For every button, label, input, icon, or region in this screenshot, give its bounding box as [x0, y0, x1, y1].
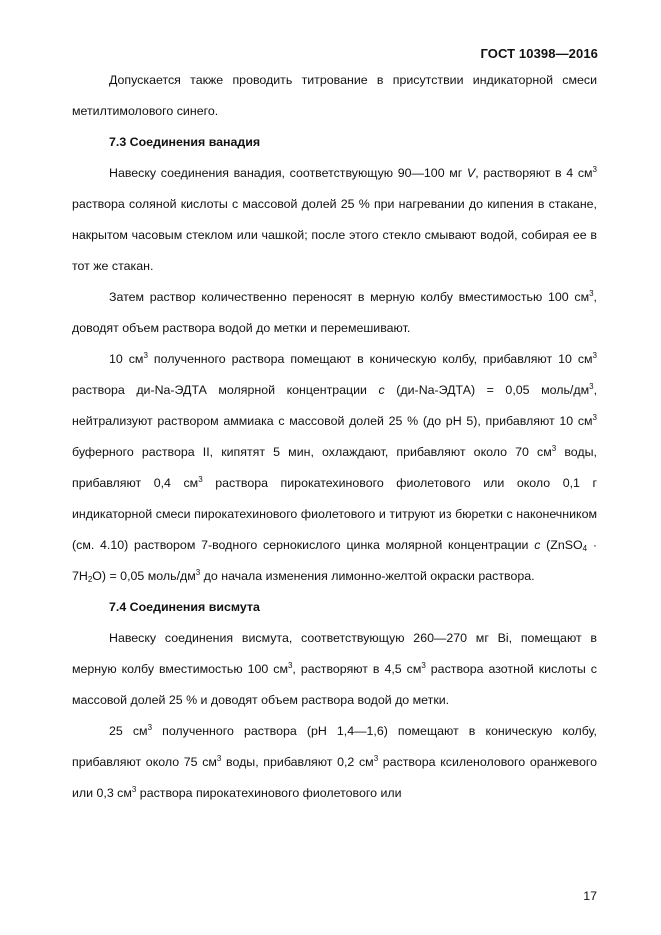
section-heading-7-4: 7.4 Соединения висмута — [109, 600, 260, 614]
document-body — [72, 65, 597, 809]
section-heading-7-3: 7.3 Соединения ванадия — [109, 135, 261, 149]
paragraph: Допускается также проводить титрование в присутствии индикаторной смеси метилтимолового синего. — [72, 73, 597, 118]
paragraph: Затем раствор количественно переносят в мерную колбу вместимостью 100 $см^3$, доводят объем раствора водой до метки и перемешивают. — [72, 289, 597, 335]
paragraph: Навеску соединения ванадия, соответствующую 90—100 мг V, растворяют в 4 $см^3$ раствора соляной кислоты с массовой долей 25 % при нагревании до кипения в стакане, накрытом часовым стеклом или чашкой; после этого стекло смывают водой, собирая ее в тот же стакан. — [72, 165, 597, 273]
paragraph: 10 $см^3$ полученного раствора помещают в коническую колбу, прибавляют 10 $см^3$ раствора ди-Na-ЭДТА молярной концентрации с (ди-Na-ЭДТА) = 0,05 моль/$дм^3$, нейтрализуют раствором аммиака с массовой долей 25 % (до pH 5), прибавляют 10 $см^3$ буферного раствора II, кипятят 5 мин, охлаждают, прибавляют около 70 $см^3$ воды, прибавляют 0,4 $см^3$ раствора пирокатехинового фиолетового или около 0,1 г индикаторной смеси пирокатехинового фиолетового и титруют из бюретки с наконечником (см. 4.10) раствором 7-водного сернокислого цинка молярной концентрации с (ZnSO$_4$ · $7H_2O) = 0,05$ моль/$дм^3$ до начала изменения лимонно-желтой окраски раствора. — [72, 351, 598, 584]
page-number: 17 — [583, 889, 597, 903]
paragraph: 25 $см^3$ полученного раствора (pH 1,4—1,6) помещают в коническую колбу, прибавляют около 75 $см^3$ воды, прибавляют 0,2 $см^3$ раствора ксиленолового оранжевого или 0,3 $см^3$ раствора пирокатехинового фиолетового или — [72, 723, 597, 800]
paragraph: Навеску соединения висмута, соответствующую 260—270 мг Bi, помещают в мерную колбу вместимостью 100 $см^3$, растворяют в 4,5 $см^3$ раствора азотной кислоты с массовой долей 25 % и доводят объем раствора водой до метки. — [72, 631, 597, 707]
page-header-doc-id: ГОСТ 10398—2016 — [480, 46, 598, 61]
